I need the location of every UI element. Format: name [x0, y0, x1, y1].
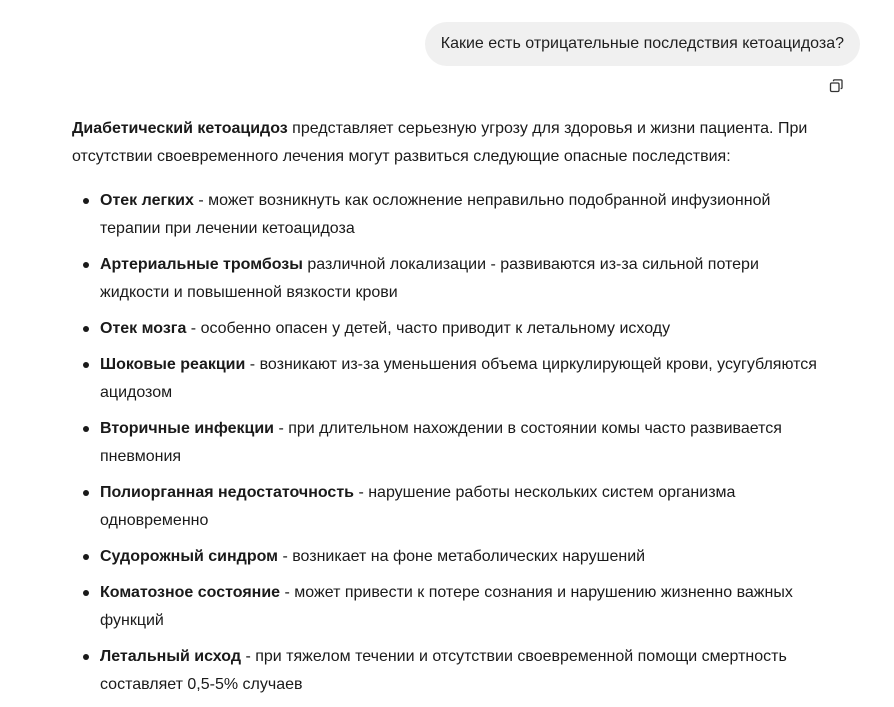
- list-item-text: различной локализации - развиваются из-за сильной потери жидкости и повышенной вязкости крови: [100, 256, 759, 301]
- list-item: [100, 251, 817, 307]
- list-item: [100, 479, 817, 535]
- answer-intro: [72, 115, 817, 171]
- list-item-term: Судорожный синдром: [100, 548, 278, 565]
- list-item: [100, 351, 817, 407]
- user-message-bubble: [425, 22, 860, 66]
- answer-intro-bold: Диабетический кетоацидоз: [72, 120, 288, 137]
- list-item-term: Полиорганная недостаточность: [100, 484, 354, 501]
- list-item: [100, 543, 817, 571]
- list-item-text: - может привести к потере сознания и нарушению жизненно важных функций: [100, 584, 793, 629]
- list-item: [100, 643, 817, 699]
- list-item: [100, 415, 817, 471]
- list-item-text: - возникают из-за уменьшения объема циркулирующей крови, усугубляются ацидозом: [100, 356, 817, 401]
- list-item-text: - при тяжелом течении и отсутствии своевременной помощи смертность составляет 0,5-5% случаев: [100, 648, 787, 693]
- list-item-term: Артериальные тромбозы: [100, 256, 303, 273]
- list-item-term: Отек мозга: [100, 320, 187, 337]
- copy-icon[interactable]: [828, 78, 844, 94]
- assistant-answer: [72, 115, 817, 707]
- list-item-term: Вторичные инфекции: [100, 420, 275, 437]
- user-message-text: Какие есть отрицательные последствия кетоацидоза?: [440, 35, 844, 52]
- consequences-list: [72, 187, 817, 699]
- list-item: [100, 187, 817, 243]
- list-item-text: - нарушение работы нескольких систем организма одновременно: [100, 484, 736, 529]
- list-item-text: - возникает на фоне метаболических нарушений: [278, 548, 646, 565]
- answer-intro-text: представляет серьезную угрозу для здоровья и жизни пациента. При отсутствии своевременного лечения могут развиться следующие опасные последствия:: [72, 120, 808, 165]
- list-item-text: - может возникнуть как осложнение неправильно подобранной инфузионной терапии при лечении кетоацидоза: [100, 192, 771, 237]
- list-item-text: - при длительном нахождении в состоянии комы часто развивается пневмония: [100, 420, 782, 465]
- list-item-term: Шоковые реакции: [100, 356, 246, 373]
- list-item-text: - особенно опасен у детей, часто приводит к летальному исходу: [186, 320, 671, 337]
- list-item: [100, 315, 817, 343]
- list-item-term: Отек легких: [100, 192, 194, 209]
- list-item-term: Коматозное состояние: [100, 584, 281, 601]
- list-item-term: Летальный исход: [100, 648, 241, 665]
- list-item: [100, 579, 817, 635]
